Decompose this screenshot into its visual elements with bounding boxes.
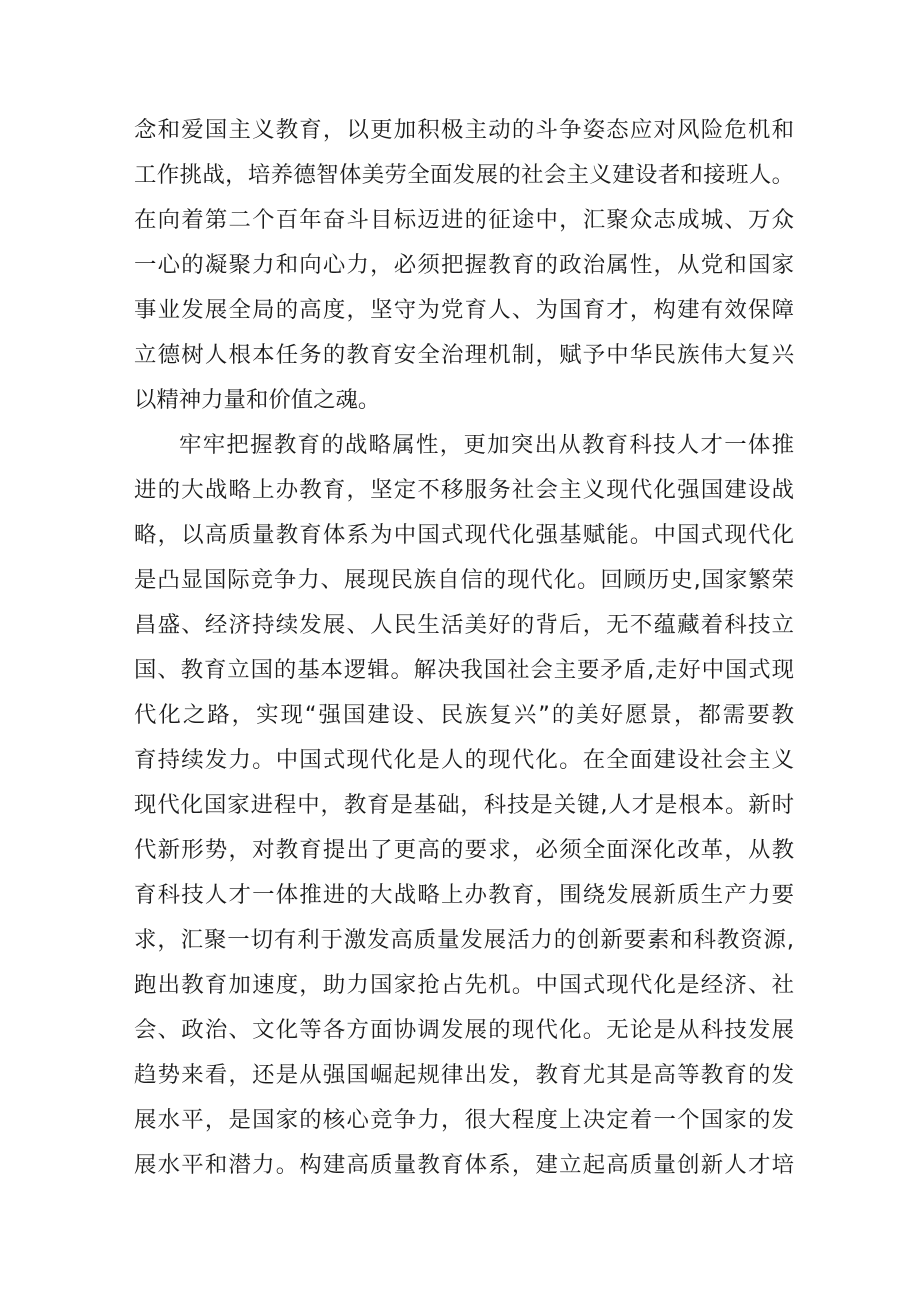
text-line: 是凸显国际竞争力、展现民族自信的现代化。回顾历史,国家繁荣 [134, 567, 794, 593]
text-line: 现代化国家进程中，教育是基础，科技是关键,人才是根本。新时 [134, 792, 794, 818]
text-line: 昌盛、经济持续发展、人民生活美好的背后，无不蕴藏着科技立 [134, 612, 794, 638]
text-line: 代化之路，实现“强国建设、民族复兴”的美好愿景，都需要教 [134, 702, 794, 728]
text-line: 立德树人根本任务的教育安全治理机制，赋予中华民族伟大复兴 [134, 342, 794, 368]
text-line: 工作挑战，培养德智体美劳全面发展的社会主义建设者和接班人。 [134, 162, 794, 188]
text-line: 进的大战略上办教育，坚定不移服务社会主义现代化强国建设战 [134, 477, 794, 503]
text-line: 在向着第二个百年奋斗目标迈进的征途中，汇聚众志成城、万众 [134, 207, 794, 233]
text-line: 跑出教育加速度，助力国家抢占先机。中国式现代化是经济、社 [134, 972, 794, 998]
text-line: 育持续发力。中国式现代化是人的现代化。在全面建设社会主义 [134, 747, 794, 773]
text-line: 会、政治、文化等各方面协调发展的现代化。无论是从科技发展 [134, 1017, 794, 1043]
text-line: 一心的凝聚力和向心力，必须把握教育的政治属性，从党和国家 [134, 252, 794, 278]
text-line: 以精神力量和价值之魂。 [134, 387, 381, 413]
text-line: 展水平和潜力。构建高质量教育体系，建立起高质量创新人才培 [134, 1152, 794, 1178]
paragraph-first-line: 牢牢把握教育的战略属性，更加突出从教育科技人才一体推 [179, 432, 794, 458]
text-line: 趋势来看，还是从强国崛起规律出发，教育尤其是高等教育的发 [134, 1062, 794, 1088]
text-line: 略，以高质量教育体系为中国式现代化强基赋能。中国式现代化 [134, 522, 794, 548]
text-line: 国、教育立国的基本逻辑。解决我国社会主要矛盾,走好中国式现 [134, 657, 794, 683]
text-line [134, 1235, 794, 1275]
text-line [134, 1190, 794, 1230]
text-line: 育科技人才一体推进的大战略上办教育，围绕发展新质生产力要 [134, 882, 794, 908]
text-line: 求，汇聚一切有利于激发高质量发展活力的创新要素和科教资源, [134, 927, 794, 953]
text-line: 展水平，是国家的核心竞争力，很大程度上决定着一个国家的发 [134, 1107, 794, 1133]
text-line: 念和爱国主义教育，以更加积极主动的斗争姿态应对风险危机和 [134, 117, 794, 143]
text-line: 事业发展全局的高度，坚守为党育人、为国育才，构建有效保障 [134, 297, 794, 323]
text-line: 代新形势，对教育提出了更高的要求，必须全面深化改革，从教 [134, 837, 794, 863]
